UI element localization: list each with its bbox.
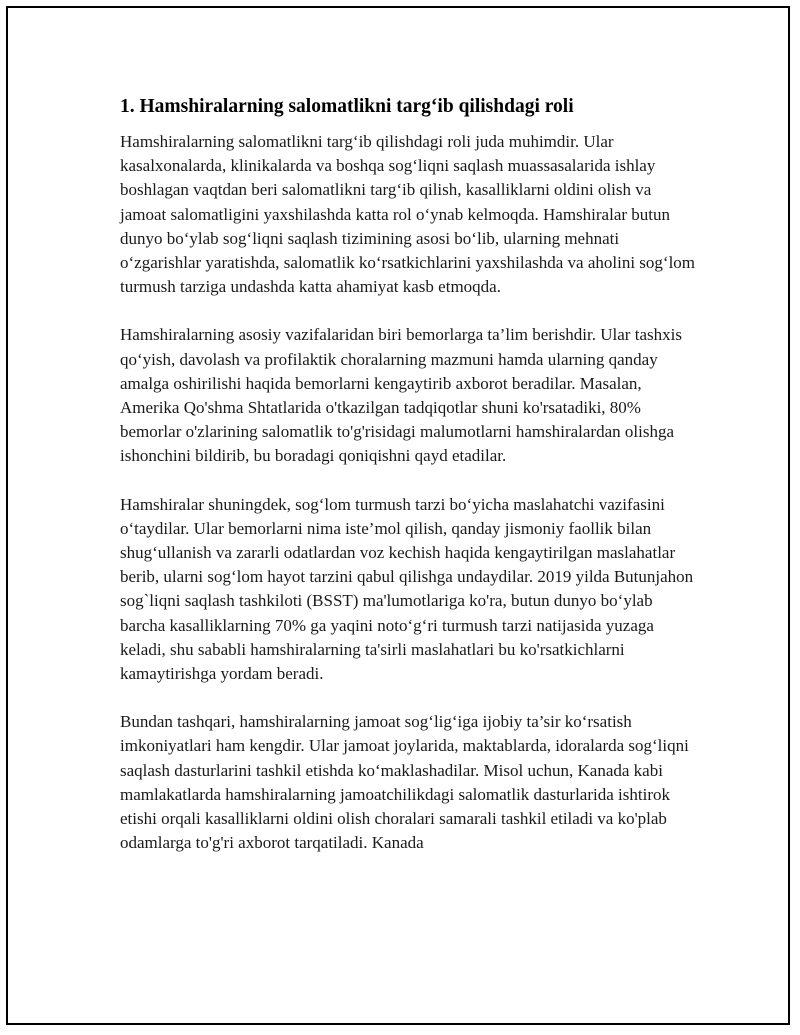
paragraph-3: Hamshiralar shuningdek, sog‘lom turmush tarzi bo‘yicha maslahatchi vazifasini o‘taydilar. Ular bemorlarni nima iste’mol qilish, qanday jismoniy faollik bilan shug‘ullanish va zararli odatlardan voz kechish haqida kengaytirilgan maslahatlar berib, ularni sog‘lom hayot tarzini qabul qilishga undaydilar. 2019 yilda Butunjahon sog`liqni saqlash tashkiloti (BSST) ma'lumotlariga ko'ra, butun dunyo bo‘ylab barcha kasalliklarning 70% ga yaqini noto‘g‘ri turmush tarzi natijasida yuzaga keladi, shu sababli hamshiralarning ta'sirli maslahatlari bu ko'rsatkichlarni kamaytirishga yordam beradi. [120,494,694,684]
section-heading: 1. Hamshiralarning salomatlikni targ‘ib qilishdagi roli [120,96,574,117]
document-page [6,6,790,1025]
document-body [120,92,696,879]
paragraph-4: Bundan tashqari, hamshiralarning jamoat sog‘lig‘iga ijobiy ta’sir ko‘rsatish imkoniyatlari ham kengdir. Ular jamoat joylarida, maktablarda, idoralarda sog‘liqni saqlash dasturlarini tashkil etishda ko‘maklashadilar. Misol uchun, Kanada kabi mamlakatlarda hamshiralarning jamoatchilikdagi salomatlik dasturlarida ishtirok etishi orqali kasalliklarni oldini olish choralari samarali tashkil etiladi va ko'plab odamlarga to'g'ri axborot tarqatiladi. Kanada [120,712,689,853]
paragraph-2: Hamshiralarning asosiy vazifalaridan biri bemorlarga ta’lim berishdir. Ular tashxis qo‘yish, davolash va profilaktik choralarning mazmuni hamda ularning qanday amalga oshirilishi haqida bemorlarni kengaytirib axborot beradilar. Masalan, Amerika Qo'shma Shtatlarida o'tkazilgan tadqiqotlar shuni ko'rsatadiki, 80% bemorlar o'zlarining salomatlik to'g'risidagi malumotlarni hamshiralardan olishga ishonchini bildirib, bu boradagi qoniqishni qayd etadilar. [120,325,682,466]
paragraph-1: Hamshiralarning salomatlikni targ‘ib qilishdagi roli juda muhimdir. Ular kasalxonalarda, klinikalarda va boshqa sog‘liqni saqlash muassasalarida ishlay boshlagan vaqtdan beri salomatlikni targ‘ib qilish, kasalliklarni oldini olish va jamoat salomatligini yaxshilashda katta rol o‘ynab kelmoqda. Hamshiralar butun dunyo bo‘ylab sog‘liqni saqlash tizimining asosi bo‘lib, ularning mehnati o‘zgarishlar yaratishda, salomatlik ko‘rsatkichlarini yaxshilashda va aholini sog‘lom turmush tarziga undashda katta ahamiyat kasb etmoqda. [120,132,696,297]
